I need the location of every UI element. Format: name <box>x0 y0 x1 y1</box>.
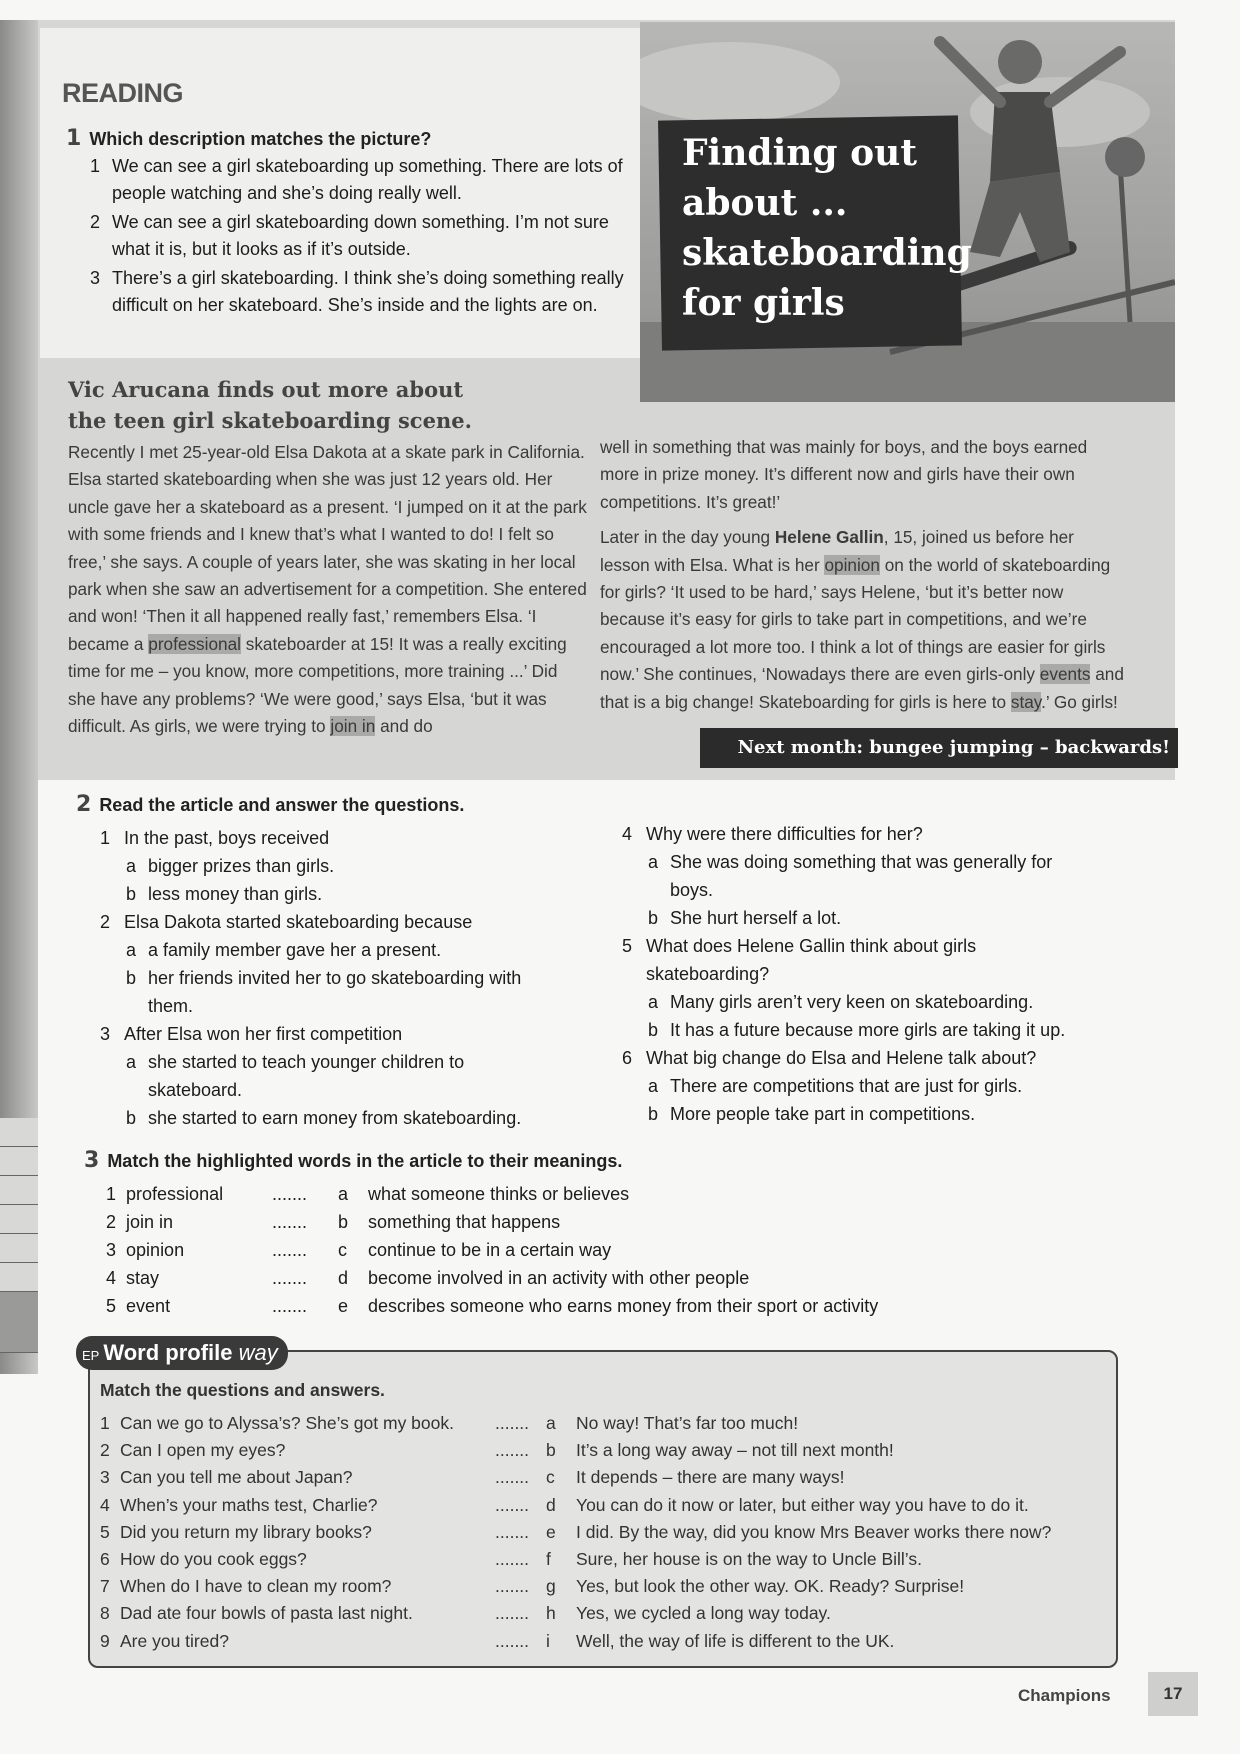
ex3-row: 5 event ....... e describes someone who earns money from their sport or activity <box>106 1292 966 1320</box>
binding-tabs <box>0 1118 38 1353</box>
ex2-answer-option: b her friends invited her to go skateboarding with them. <box>126 968 522 1016</box>
item-number: 7 <box>100 1576 110 1597</box>
ex1-option: 1 We can see a girl skateboarding up something. There are lots of people watching and she’s doing really well. <box>90 156 623 203</box>
article-paragraph <box>68 439 588 740</box>
word-profile-row <box>100 1519 1110 1546</box>
word-profile-row <box>100 1573 1110 1600</box>
ex2-answer-option: a a family member gave her a present. <box>126 940 442 960</box>
highlighted-word: join in <box>330 716 376 737</box>
answer-blank[interactable]: ....... <box>495 1467 530 1488</box>
article-text: and that is a big change! Skateboarding for girls is here to <box>600 664 1124 712</box>
article-paragraph <box>600 524 1125 716</box>
article-text: on the world of skateboarding for girls? ‘It used to be hard,’ says Helene, ‘but it’s better now because it’s easy for girls to take part in competitions, and we’re encouraged a lot more too. I think a lot of things are easier for girls now.’ She continues, ‘Nowadays there are even girls-only <box>600 554 1111 685</box>
answer-blank[interactable]: ....... <box>495 1548 530 1569</box>
question-text: Can I open my eyes? <box>120 1440 286 1461</box>
question-text: Can we go to Alyssa’s? She’s got my book. <box>120 1413 454 1433</box>
question-text: Can you tell me about Japan? <box>120 1467 353 1488</box>
ex1-option: 2 We can see a girl skateboarding down something. I’m not sure what it is, but it looks as if it’s outside. <box>90 212 609 259</box>
ex2-question: 1 In the past, boys received a bigger prizes than girls. b less money than girls. <box>100 824 560 908</box>
ex2-question: 2 Elsa Dakota started skateboarding because a a family member gave her a present. b her friends invited her to go skateboarding with them. <box>100 908 560 1020</box>
article-text: .’ Go girls! <box>1041 691 1118 712</box>
word-profile-row <box>100 1492 1110 1519</box>
ex2-question: 6 What big change do Elsa and Helene talk about? a There are competitions that are just for girls. b More people take part in competitions. <box>622 1044 1102 1128</box>
ex2-answer-option: a She was doing something that was generally for boys. <box>648 852 1053 900</box>
answer-blank[interactable]: ....... <box>495 1521 530 1542</box>
answer-blank[interactable]: ....... <box>272 1212 308 1232</box>
highlighted-word: opinion <box>824 554 880 575</box>
article-text: well in something that was mainly for boys, and the boys earned more in prize money. It’s different now and girls have their own competitions. It’s great!’ <box>600 437 1088 512</box>
answer-blank[interactable]: ....... <box>495 1630 530 1651</box>
answer-blank[interactable]: ....... <box>495 1413 530 1433</box>
word-profile-row <box>100 1410 1110 1437</box>
answer-text: It’s a long way away – not till next month! <box>576 1440 894 1461</box>
exercise-1-heading: 1 Which description matches the picture? <box>66 126 432 151</box>
answer-text: Yes, but look the other way. OK. Ready? Surprise! <box>576 1576 965 1597</box>
article-text: skateboarder at 15! It was a really exciting time for me – you know, more competitions, more training ...’ Did she have any problems? ‘We were good,’ says Elsa, ‘but it was difficult. As girls, we were trying to <box>68 633 567 737</box>
answer-blank[interactable]: ....... <box>495 1603 530 1624</box>
item-number: 4 <box>100 1494 110 1515</box>
item-number: 5 <box>100 1521 110 1542</box>
answer-blank[interactable]: ....... <box>495 1440 530 1461</box>
item-number: 1 <box>100 1413 110 1433</box>
ex2-answer-option: b she started to earn money from skateboarding. <box>126 1108 522 1128</box>
answer-letter: f <box>546 1548 551 1569</box>
answer-letter: b <box>546 1440 556 1461</box>
highlighted-word: stay <box>1010 691 1042 712</box>
ex2-question: 5 What does Helene Gallin think about girls skateboarding? a Many girls aren’t very keen on skateboarding. b It has a future because more girls are taking it up. <box>622 932 1102 1044</box>
ex2-answer-option: a bigger prizes than girls. <box>126 856 335 876</box>
article-text: and do <box>375 716 433 737</box>
exercise-1 <box>66 126 626 319</box>
exercise-number: 1 <box>66 126 82 151</box>
article-text: , 15, joined us before her lesson with Elsa. What is her <box>600 527 1074 575</box>
answer-blank[interactable]: ....... <box>272 1240 308 1260</box>
ex2-answer-option: a Many girls aren’t very keen on skateboarding. <box>648 992 1034 1012</box>
answer-blank[interactable]: ....... <box>495 1576 530 1597</box>
highlighted-word: events <box>1039 664 1091 685</box>
answer-text: It depends – there are many ways! <box>576 1467 845 1488</box>
next-month-banner: Next month: bungee jumping – backwards! <box>700 728 1178 768</box>
item-number: 9 <box>100 1630 110 1651</box>
exercise-3-matching <box>106 1180 966 1320</box>
article-headline: Finding out about ... skateboarding for girls <box>682 132 972 324</box>
question-text: When’s your maths test, Charlie? <box>120 1494 378 1515</box>
ex3-row: 4 stay ....... d become involved in an activity with other people <box>106 1264 966 1292</box>
answer-text: Sure, her house is on the way to Uncle Bill’s. <box>576 1548 922 1569</box>
article-paragraph <box>600 434 1125 516</box>
ex2-answer-option: b less money than girls. <box>126 884 323 904</box>
answer-letter: h <box>546 1603 556 1624</box>
answer-letter: c <box>546 1467 555 1488</box>
answer-text: Well, the way of life is different to the UK. <box>576 1630 895 1651</box>
answer-blank[interactable]: ....... <box>495 1494 530 1515</box>
ex2-answer-option: b More people take part in competitions. <box>648 1104 976 1124</box>
ex2-answer-option: b It has a future because more girls are taking it up. <box>648 1020 1066 1040</box>
item-number: 8 <box>100 1603 110 1624</box>
ex2-answer-option: a There are competitions that are just for girls. <box>648 1076 1023 1096</box>
ex1-option: 3 There’s a girl skateboarding. I think she’s doing something really difficult on her skateboard. She’s inside and the lights are on. <box>90 268 624 315</box>
exercise-2-heading: 2 Read the article and answer the questions. <box>76 792 465 817</box>
answer-blank[interactable]: ....... <box>272 1268 308 1288</box>
ex2-answer-option: b She hurt herself a lot. <box>648 908 842 928</box>
exercise-3-heading: 3 Match the highlighted words in the article to their meanings. <box>84 1148 623 1173</box>
article-column-right <box>600 434 1125 716</box>
answer-blank[interactable]: ....... <box>272 1296 308 1316</box>
word-profile-list <box>100 1410 1110 1655</box>
question-text: When do I have to clean my room? <box>120 1576 392 1597</box>
word-profile-heading: Match the questions and answers. <box>100 1380 385 1400</box>
word-profile-row <box>100 1464 1110 1491</box>
page-number: 17 <box>1148 1672 1198 1716</box>
answer-text: No way! That’s far too much! <box>576 1413 799 1433</box>
word-profile-row <box>100 1437 1110 1464</box>
answer-text: You can do it now or later, but either way you have to do it. <box>576 1494 1029 1515</box>
article-text: Recently I met 25-year-old Elsa Dakota at a skate park in California. Elsa started skateboarding when she was just 12 years old. Her uncle gave her a skateboard as a present. ‘I jumped on it at the park with some friends and I knew that’s what I wanted to do! I felt so free,’ she says. A couple of years later, she was skating in her local park when she saw an advertisement for a competition. She entered and won! ‘Then it all happened really fast,’ remembers Elsa. ‘I became a <box>68 442 587 654</box>
ex2-question: 4 Why were there difficulties for her? a She was doing something that was generally for boys. b She hurt herself a lot. <box>622 820 1102 932</box>
exercise-2-left-column <box>100 824 560 1132</box>
ex3-row: 3 opinion ....... c continue to be in a certain way <box>106 1236 966 1264</box>
question-text: How do you cook eggs? <box>120 1548 307 1569</box>
ex3-row: 1 professional ....... a what someone thinks or believes <box>106 1180 966 1208</box>
person-name: Helene Gallin <box>774 527 884 548</box>
ex2-answer-option: a she started to teach younger children to skateboard. <box>126 1052 465 1100</box>
answer-letter: g <box>546 1576 556 1597</box>
word-profile-row <box>100 1628 1110 1655</box>
ex2-question: 3 After Elsa won her first competition a she started to teach younger children to skateboard. b she started to earn money from skateboarding. <box>100 1020 560 1132</box>
question-text: Dad ate four bowls of pasta last night. <box>120 1603 413 1624</box>
highlighted-word: professional <box>148 633 241 654</box>
question-text: Are you tired? <box>120 1630 229 1651</box>
answer-blank[interactable]: ....... <box>272 1184 308 1204</box>
word-profile-badge: EP Word profile way <box>76 1336 288 1370</box>
answer-letter: a <box>546 1413 556 1433</box>
item-number: 6 <box>100 1548 110 1569</box>
answer-letter: e <box>546 1521 556 1542</box>
answer-letter: i <box>546 1630 550 1651</box>
article-text: Later in the day young <box>600 527 775 548</box>
answer-text: Yes, we cycled a long way today. <box>576 1603 831 1624</box>
item-number: 2 <box>100 1440 110 1461</box>
word-profile-row <box>100 1546 1110 1573</box>
article-column-left <box>68 439 588 740</box>
answer-letter: d <box>546 1494 556 1515</box>
word-profile-row <box>100 1600 1110 1627</box>
ex3-row: 2 join in ....... b something that happens <box>106 1208 966 1236</box>
footer-unit-title: Champions <box>1018 1686 1111 1705</box>
item-number: 3 <box>100 1467 110 1488</box>
answer-text: I did. By the way, did you know Mrs Beaver works there now? <box>576 1521 1052 1542</box>
question-text: Did you return my library books? <box>120 1521 372 1542</box>
exercise-2-right-column <box>622 820 1102 1128</box>
article-byline: Vic Arucana finds out more about the teen girl skateboarding scene. <box>68 377 472 433</box>
section-title: READING <box>62 78 184 108</box>
